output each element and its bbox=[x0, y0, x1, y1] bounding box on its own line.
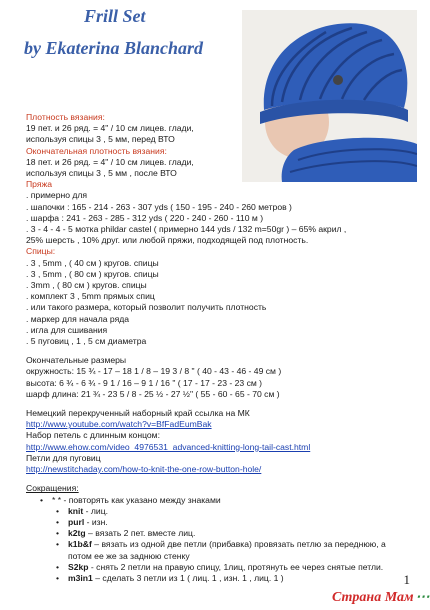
needles-heading: Спицы: bbox=[26, 246, 56, 257]
size-line: окружность: 15 ¾ - 17 – 18 1 / 8 – 19 3 / 8 " ( 40 - 43 - 46 - 49 см ) bbox=[26, 366, 282, 377]
abbreviations-heading: Сокращения: bbox=[26, 483, 79, 494]
yarn-heading: Пряжа bbox=[26, 179, 53, 190]
abbr-repeat: * * - повторять как указано между знаками bbox=[52, 494, 221, 505]
yarn-line: . шарфа : 241 - 263 - 285 - 312 yds ( 220 - 240 - 260 - 110 м ) bbox=[26, 212, 264, 223]
buttonhole-note: Петли для пуговиц bbox=[26, 452, 101, 463]
bullet-icon: • bbox=[56, 516, 60, 527]
final-gauge-heading: Окончательная плотность вязания: bbox=[26, 145, 167, 156]
spacer bbox=[26, 475, 421, 483]
abbr-continuation: потом ее же за заднюю стенку bbox=[68, 550, 190, 561]
abbr-item bbox=[26, 506, 421, 517]
abbr-desc: – вязать 2 пет. вместе лиц. bbox=[85, 528, 196, 539]
abbr-term: k1b&f bbox=[68, 539, 92, 550]
bullet-icon: • bbox=[56, 505, 60, 516]
long-tail-note: Набор петель с длинным концом: bbox=[26, 430, 160, 441]
abbr-item bbox=[26, 495, 421, 506]
watermark-text: Страна Мам bbox=[332, 590, 414, 605]
ehow-link[interactable]: http://www.ehow.com/video_4976531_advanced-knitting-long-tail-cast.html bbox=[26, 441, 311, 452]
bullet-icon: • bbox=[40, 494, 44, 505]
abbr-term: m3in1 bbox=[68, 572, 93, 583]
sizes-heading: Окончательные размеры bbox=[26, 355, 127, 366]
pattern-author: by Ekaterina Blanchard bbox=[24, 38, 204, 58]
needles-line: . 5 пуговиц , 1 , 5 см диаметра bbox=[26, 336, 147, 347]
abbr-term: k2tg bbox=[68, 528, 86, 539]
abbr-desc: - снять 2 петли на правую спицу, 1лиц, протянуть ее через снятые петли. bbox=[88, 561, 384, 572]
gauge-line: 19 пет. и 26 ряд. = 4" / 10 см лицев. глади, bbox=[26, 123, 194, 134]
abbr-term: S2kp bbox=[68, 561, 89, 572]
abbr-item bbox=[26, 562, 421, 573]
bullet-icon: • bbox=[56, 539, 60, 550]
spacer bbox=[26, 400, 421, 408]
abbr-item bbox=[26, 517, 421, 528]
yarn-line: 25% шерсть , 10% друг. или любой пряжи, подходящей под плотность. bbox=[26, 235, 309, 246]
final-gauge-line: 18 пет. и 26 ряд. = 4" / 10 см лицев. глади, bbox=[26, 156, 194, 167]
gauge-heading: Плотность вязания: bbox=[26, 112, 105, 122]
size-line: шарф длина: 21 ¾ - 23 5 / 8 - 25 ½ - 27 ½" ( 55 - 60 - 65 - 70 см ) bbox=[26, 388, 280, 399]
abbr-item bbox=[26, 539, 421, 550]
needles-line: . комплект 3 , 5mm прямых спиц bbox=[26, 291, 155, 302]
size-line: высота: 6 ¾ - 6 ¾ - 9 1 / 16 – 9 1 / 16 " ( 17 - 17 - 23 - 23 см ) bbox=[26, 377, 263, 388]
needles-line: . или такого размера, который позволит получить плотность bbox=[26, 302, 267, 313]
abbr-desc: – сделать 3 петли из 1 ( лиц. 1 , изн. 1 , лиц. 1 ) bbox=[92, 572, 284, 583]
abbr-item bbox=[26, 573, 421, 584]
abbr-desc: – вязать из одной две петли (прибавка) провязать петлю за переднюю, а bbox=[91, 539, 386, 550]
abbr-desc: - лиц. bbox=[83, 505, 109, 516]
needles-line: . 3mm , ( 80 см ) кругов. спицы bbox=[26, 280, 147, 291]
abbr-term: purl bbox=[68, 516, 85, 527]
yarn-line: . шапочки : 165 - 214 - 263 - 307 yds ( 150 - 195 - 240 - 260 метров ) bbox=[26, 201, 292, 212]
abbr-term: knit bbox=[68, 505, 84, 516]
gauge-line: используя спицы 3 , 5 мм, перед ВТО bbox=[26, 134, 175, 145]
needles-line: . игла для сшивания bbox=[26, 324, 108, 335]
spacer bbox=[26, 347, 421, 355]
page-number: 1 bbox=[403, 572, 410, 587]
needles-line: . 3 , 5mm , ( 80 см ) кругов. спицы bbox=[26, 268, 159, 279]
abbr-desc: - изн. bbox=[84, 516, 108, 527]
pattern-title: Frill Set bbox=[84, 6, 146, 26]
yarn-line: . 3 - 4 - 4 - 5 мотка phildar castel ( примерно 144 yds / 132 m=50gr ) – 65% акрил , bbox=[26, 224, 347, 235]
bullet-icon: • bbox=[56, 528, 60, 539]
newstitch-link[interactable]: http://newstitchaday.com/how-to-knit-the-one-row-button-hole/ bbox=[26, 464, 262, 475]
cast-on-note: Немецкий перекрученный наборный край ссылка на МК bbox=[26, 408, 250, 419]
dots-icon: ⋯ bbox=[415, 590, 430, 605]
pattern-text bbox=[26, 112, 421, 584]
youtube-link[interactable]: http://www.youtube.com/watch?v=BfFadEumBak bbox=[26, 419, 212, 430]
needles-line: . маркер для начала ряда bbox=[26, 313, 130, 324]
final-gauge-line: используя спицы 3 , 5 мм , после ВТО bbox=[26, 168, 177, 179]
abbr-item bbox=[26, 528, 421, 539]
yarn-line: . примерно для bbox=[26, 190, 88, 201]
bullet-icon: • bbox=[56, 572, 60, 583]
site-watermark bbox=[332, 589, 430, 606]
needles-line: . 3 , 5mm , ( 40 см ) кругов. спицы bbox=[26, 257, 159, 268]
bullet-icon: • bbox=[56, 561, 60, 572]
